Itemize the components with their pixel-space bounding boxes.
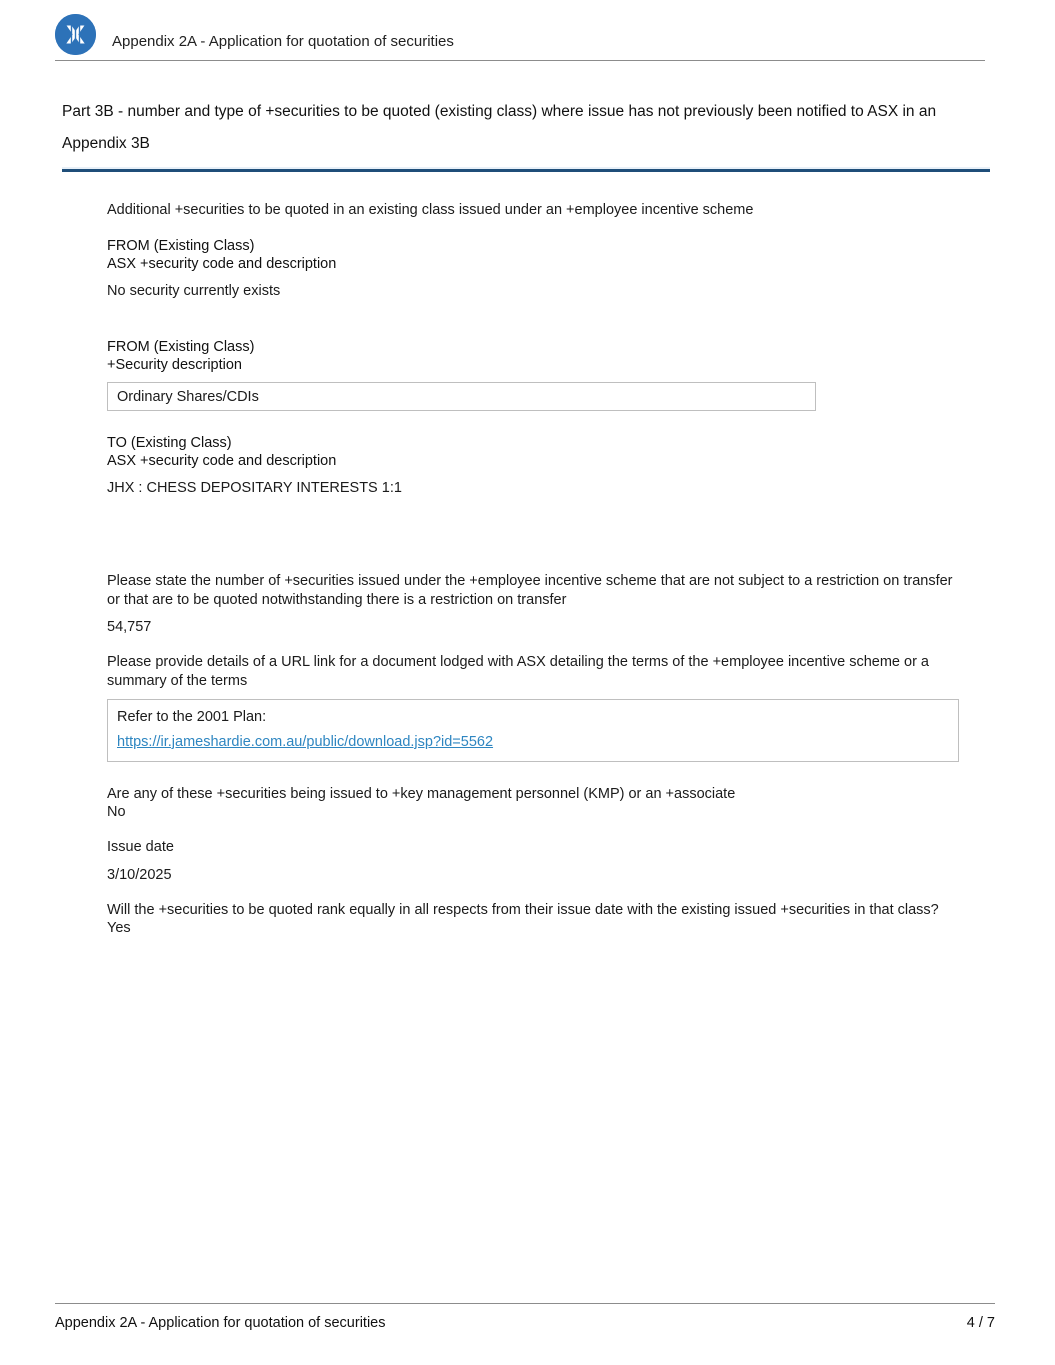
- from-existing-class-code-field: [107, 237, 967, 300]
- rank-equally-field: [107, 901, 967, 937]
- kmp-answer: No: [107, 804, 126, 820]
- part-3b-heading: Part 3B - number and type of +securities to be quoted (existing class) where issue has not previously been notified to ASX in an Appendix 3B: [62, 103, 937, 152]
- url-details-box[interactable]: [107, 699, 959, 762]
- issue-date-label: Issue date: [107, 839, 174, 855]
- vertical-spacer: [107, 497, 967, 572]
- number-of-securities-field: [107, 572, 967, 636]
- page-footer: [55, 1303, 995, 1331]
- plan-download-link[interactable]: https://ir.jameshardie.com.au/public/download.jsp?id=5562: [117, 734, 494, 750]
- rank-question: Will the +securities to be quoted rank equally in all respects from their issue date with the existing issued +securities in that class?: [107, 901, 939, 918]
- from-security-description-field: [107, 338, 967, 411]
- from-code-value: No security currently exists: [107, 283, 281, 299]
- section-divider: [62, 169, 990, 172]
- to-code-value: JHX : CHESS DEPOSITARY INTERESTS 1:1: [107, 480, 402, 496]
- from-desc-label-line2: +Security description: [107, 357, 242, 373]
- form-content: [107, 201, 967, 937]
- issue-date-field: [107, 838, 967, 884]
- url-question: Please provide details of a URL link for a document lodged with ASX detailing the terms of the +employee incentive scheme or a summary of the terms: [107, 654, 929, 689]
- footer-title: Appendix 2A - Application for quotation of securities: [55, 1315, 386, 1331]
- from-desc-label-line1: FROM (Existing Class): [107, 339, 255, 355]
- from-code-label-line1: FROM (Existing Class): [107, 238, 255, 254]
- from-code-label-line2: ASX +security code and description: [107, 256, 337, 272]
- issue-date-value: 3/10/2025: [107, 866, 172, 883]
- page-title: Appendix 2A - Application for quotation of securities: [112, 33, 454, 50]
- security-description-input[interactable]: [107, 382, 816, 411]
- rank-answer: Yes: [107, 919, 131, 936]
- kmp-question: Are any of these +securities being issued to +key management personnel (KMP) or an +associate: [107, 786, 736, 802]
- kmp-question-field: [107, 785, 967, 821]
- number-value: 54,757: [107, 619, 152, 635]
- number-question: Please state the number of +securities issued under the +employee incentive scheme that are not subject to a restriction on transfer or that are to be quoted notwithstanding there is a restriction on transfer: [107, 573, 953, 608]
- svg-text:X: X: [65, 20, 86, 50]
- to-code-label-line2: ASX +security code and description: [107, 453, 337, 469]
- url-box-text: Refer to the 2001 Plan:: [117, 709, 267, 725]
- section-intro-text: Additional +securities to be quoted in an existing class issued under an +employee incentive scheme: [107, 202, 754, 218]
- asx-logo-icon: [55, 14, 96, 55]
- to-existing-class-code-field: [107, 434, 967, 497]
- page-header: [55, 0, 985, 61]
- url-details-field: [107, 653, 967, 762]
- page-number: 4 / 7: [966, 1315, 995, 1331]
- to-code-label-line1: TO (Existing Class): [107, 435, 232, 451]
